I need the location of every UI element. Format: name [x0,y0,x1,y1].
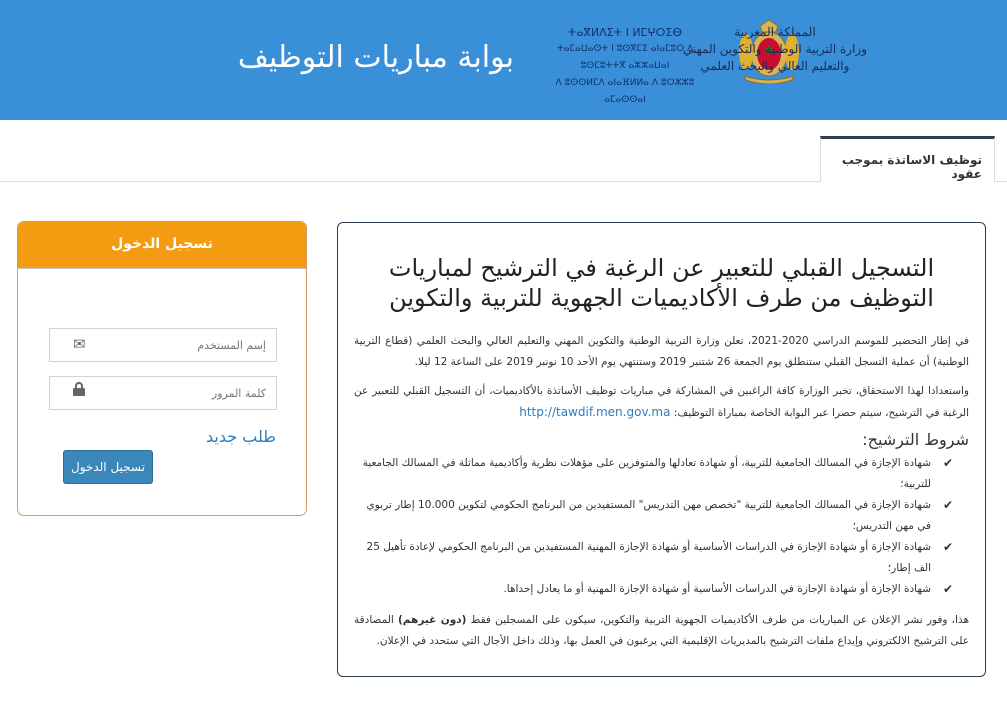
envelope-icon: ✉ [73,335,86,353]
check-icon: ✔ [942,540,953,554]
announcement-title: التسجيل القبلي للتعبير عن الرغبة في الترشيح لمباريات التوظيف من طرف الأكاديميات الجهوية للتربية والتكوين [388,254,935,312]
ministry-line: وزارة التربية الوطنية والتكوين المهني [682,42,867,56]
header [0,0,1007,120]
final-bold-text: (دون غيرهم) [398,614,467,626]
condition-text: شهادة الإجازة أو شهادة الإجازة في الدراسات الأساسية أو شهادة الإجازة المهنية المستفيدين من البرنامج الحكومي لإعادة تأهيل 25 الف إطار؛ [366,541,931,574]
check-icon: ✔ [942,456,953,470]
login-title: تسجيل الدخول [18,222,306,269]
check-icon: ✔ [942,582,953,596]
condition-text: شهادة الإجازة أو شهادة الإجازة في الدراسات الأساسية أو شهادة الإجازة المهنية أو ما يعادل إحداها. [503,583,931,595]
final-text: هذا، وفور نشر الإعلان عن المباريات من طرف الأكاديميات الجهوية التربية والتكوين، سيكون على المسجلين فقط [466,614,969,626]
conditions-list [354,453,969,600]
login-button[interactable]: تسجيل الدخول [63,450,153,484]
tifinagh-line: ⵜⴰⴳⵍⴷⵉⵜ ⵏ ⵍⵎⵖⵔⵉⴱ [567,26,683,39]
condition-item [354,495,953,537]
portal-link[interactable]: http://tawdif.men.gov.ma [519,405,671,419]
ministry-line: والتعليم العالي والبحث العلمي [700,59,850,73]
condition-text: شهادة الإجازة في المسالك الجامعية للتربية "تخصص مهن التدريس" المستفيدين من البرنامج الحكومي لتكوين 10.000 إطار تربوي في مهن التدريس؛ [366,499,931,532]
check-icon: ✔ [942,498,953,512]
announcement-panel [337,222,986,677]
tifinagh-line: ⴷ ⵓⵙⵙⵍⵎⴷ ⴰⵏⴰⴼⵍⵍⴰ ⴷ ⵓⵔⵣⵣⵓ ⴰⵎⴰⵙⵙⴰⵏ [555,78,695,105]
tab-contract-teachers[interactable]: توظيف الاساتذة بموجب عقود [820,136,995,182]
condition-item [354,579,953,600]
condition-item [354,453,953,495]
lock-icon [73,382,85,400]
tifinagh-line: ⵜⴰⵎⴰⵡⴰⵙⵜ ⵏ ⵓⵙⴳⵎⵉ ⴰⵏⴰⵎⵓⵔ ⴷ ⵓⵙⵎⵓⵜⵜⴳ ⴰⵣⵣⴰⵡⴰⵏ [556,44,694,71]
ministry-line: المملكة المغربية [734,25,816,39]
conditions-title: شروط الترشيح: [862,430,969,449]
condition-text: شهادة الإجازة في المسالك الجامعية للتربية، أو شهادة تعادلها والمتوفرين على مؤهلات نظرية وأكاديمية مماثلة في المسالك الجامعية للتربية؛ [362,457,931,490]
site-title: بوابة مباريات التوظيف [237,40,514,75]
final-paragraph [354,610,969,652]
ministry-name-arabic [683,24,867,75]
condition-item [354,537,953,579]
new-request-link[interactable]: طلب جديد [206,427,276,446]
paragraph-text: واستعدادا لهذا الاستحقاق، تخبر الوزارة كافة الراغبين في المشاركة في مباريات توظيف الأساتذة بالأكاديميات، أن التسجيل القبلي للتعبير عن الرغبة في الترشيح، سيتم حصرا عبر البوابة الخاصة بمباراة التوظيف: [354,385,969,419]
announcement-paragraph: في إطار التحضير للموسم الدراسي 2020-2021، تعلن وزارة التربية الوطنية والتكوين المهني والتعليم العالي والبحث العلمي (قطاع التربية الوطنية) أن عملية التسجل القبلي ستنطلق يوم الجمعة 26 شتنبر 2019 وستنتهي يوم الأحد 10 نونبر 2019 على الساعة 12 ليلا. [354,335,969,368]
announcement-paragraph [354,381,969,424]
final-text: المصادقة على الترشيح الالكتروني وإيداع ملفات الترشيح بالمديريات الإقليمية التي يرغبون في العمل بها، وذلك داخل الأجال التي ستحدد في الإعلان. [354,614,969,647]
login-panel [17,221,307,516]
tab-bar [0,120,1007,182]
